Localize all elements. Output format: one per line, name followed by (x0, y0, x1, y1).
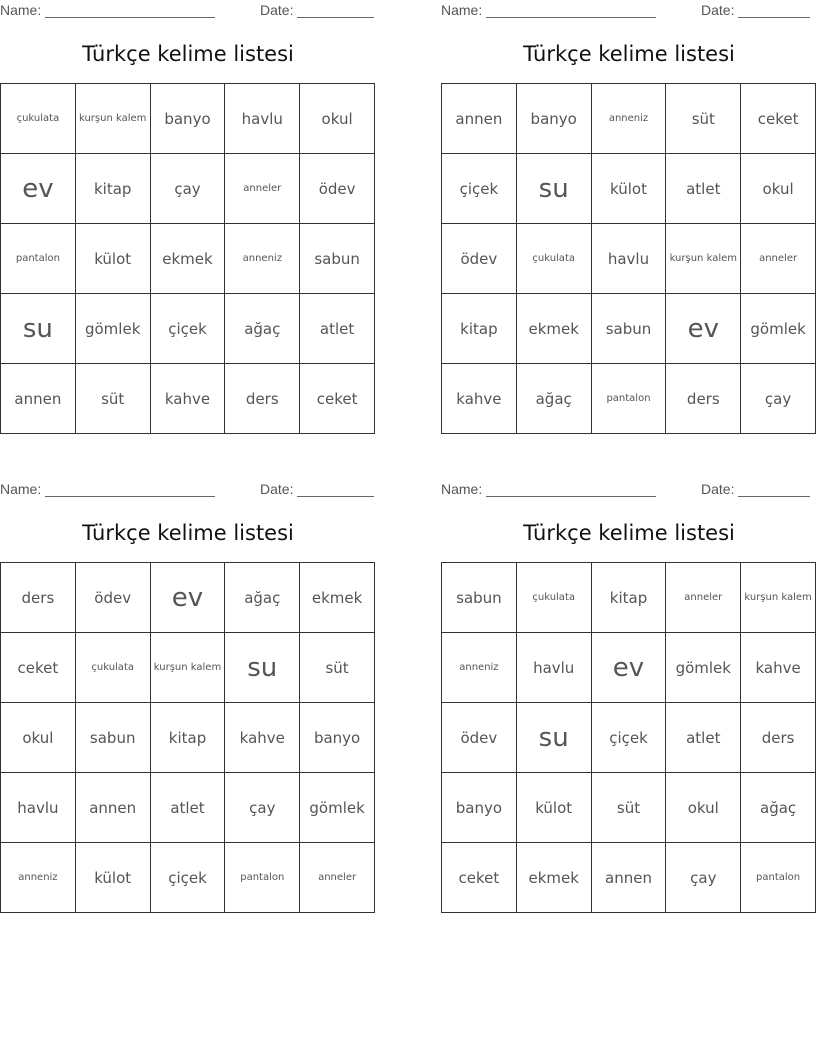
bingo-card-2 (441, 0, 816, 440)
grid-cell: sabun (442, 563, 517, 633)
name-blank-line (486, 4, 656, 18)
grid-cell: çukulata (76, 633, 151, 703)
grid-cell: ders (666, 364, 741, 434)
date-blank-line (297, 4, 374, 18)
grid-cell: çiçek (592, 703, 667, 773)
bingo-grid (0, 562, 375, 913)
card-header (0, 479, 376, 501)
name-label: Name: (441, 481, 483, 497)
grid-cell: anneniz (442, 633, 517, 703)
grid-cell: anneler (741, 224, 816, 294)
grid-cell: havlu (592, 224, 667, 294)
grid-cell: ekmek (517, 843, 592, 913)
grid-cell: ekmek (517, 294, 592, 364)
grid-cell: süt (592, 773, 667, 843)
grid-cell: çay (225, 773, 300, 843)
grid-cell: ekmek (151, 224, 226, 294)
date-label: Date: (260, 481, 294, 497)
grid-cell: kitap (442, 294, 517, 364)
grid-cell: pantalon (225, 843, 300, 913)
grid-cell: okul (1, 703, 76, 773)
grid-cell: çukulata (1, 84, 76, 154)
grid-cell: sabun (300, 224, 375, 294)
grid-cell: ceket (300, 364, 375, 434)
grid-cell: ağaç (225, 294, 300, 364)
grid-cell: su (1, 294, 76, 364)
grid-cell: kurşun kalem (666, 224, 741, 294)
name-field (0, 2, 215, 18)
grid-cell: havlu (1, 773, 76, 843)
grid-cell: ödev (442, 703, 517, 773)
name-label: Name: (441, 2, 483, 18)
name-blank-line (486, 483, 656, 497)
name-field (441, 2, 656, 18)
grid-cell: annen (1, 364, 76, 434)
card-header (441, 479, 816, 501)
grid-cell: ev (1, 154, 76, 224)
grid-cell: annen (76, 773, 151, 843)
grid-cell: banyo (151, 84, 226, 154)
date-blank-line (297, 483, 374, 497)
grid-cell: ev (592, 633, 667, 703)
card-title: Türkçe kelime listesi (82, 42, 294, 66)
grid-cell: atlet (666, 154, 741, 224)
grid-cell: külot (76, 224, 151, 294)
bingo-grid (441, 83, 816, 434)
grid-cell: annen (592, 843, 667, 913)
grid-cell: kurşun kalem (741, 563, 816, 633)
grid-cell: çay (741, 364, 816, 434)
card-title: Türkçe kelime listesi (82, 521, 294, 545)
grid-cell: atlet (666, 703, 741, 773)
bingo-card-4 (441, 479, 816, 919)
grid-cell: anneler (300, 843, 375, 913)
grid-cell: ders (225, 364, 300, 434)
card-header (441, 0, 816, 22)
grid-cell: banyo (517, 84, 592, 154)
date-label: Date: (260, 2, 294, 18)
name-field (441, 481, 656, 497)
grid-cell: havlu (517, 633, 592, 703)
date-blank-line (738, 483, 810, 497)
date-label: Date: (701, 2, 735, 18)
grid-cell: havlu (225, 84, 300, 154)
grid-cell: ev (666, 294, 741, 364)
grid-cell: kurşun kalem (76, 84, 151, 154)
grid-cell: ödev (76, 563, 151, 633)
grid-cell: çukulata (517, 224, 592, 294)
date-label: Date: (701, 481, 735, 497)
grid-cell: gömlek (666, 633, 741, 703)
grid-cell: ağaç (741, 773, 816, 843)
grid-cell: süt (666, 84, 741, 154)
name-blank-line (45, 483, 215, 497)
date-field (701, 481, 810, 497)
name-field (0, 481, 215, 497)
grid-cell: su (517, 703, 592, 773)
grid-cell: ceket (741, 84, 816, 154)
grid-cell: kitap (151, 703, 226, 773)
date-field (260, 481, 374, 497)
bingo-grid (441, 562, 816, 913)
grid-cell: ders (741, 703, 816, 773)
name-blank-line (45, 4, 215, 18)
grid-cell: kurşun kalem (151, 633, 226, 703)
grid-cell: kahve (442, 364, 517, 434)
grid-cell: külot (76, 843, 151, 913)
grid-cell: su (225, 633, 300, 703)
grid-cell: gömlek (741, 294, 816, 364)
grid-cell: atlet (151, 773, 226, 843)
bingo-grid (0, 83, 375, 434)
name-label: Name: (0, 481, 42, 497)
grid-cell: sabun (592, 294, 667, 364)
bingo-card-3 (0, 479, 376, 919)
grid-cell: ağaç (225, 563, 300, 633)
grid-cell: anneniz (1, 843, 76, 913)
grid-cell: kahve (741, 633, 816, 703)
card-header (0, 0, 376, 22)
grid-cell: anneler (225, 154, 300, 224)
bingo-card-1 (0, 0, 376, 440)
date-field (260, 2, 374, 18)
grid-cell: ceket (442, 843, 517, 913)
grid-cell: kahve (151, 364, 226, 434)
grid-cell: banyo (300, 703, 375, 773)
grid-cell: külot (592, 154, 667, 224)
date-blank-line (738, 4, 810, 18)
grid-cell: su (517, 154, 592, 224)
grid-cell: okul (300, 84, 375, 154)
grid-cell: ekmek (300, 563, 375, 633)
grid-cell: ödev (300, 154, 375, 224)
grid-cell: çiçek (151, 294, 226, 364)
grid-cell: sabun (76, 703, 151, 773)
grid-cell: çiçek (442, 154, 517, 224)
grid-cell: gömlek (300, 773, 375, 843)
grid-cell: kahve (225, 703, 300, 773)
name-label: Name: (0, 2, 42, 18)
grid-cell: anneler (666, 563, 741, 633)
grid-cell: süt (300, 633, 375, 703)
grid-cell: çukulata (517, 563, 592, 633)
date-field (701, 2, 810, 18)
grid-cell: annen (442, 84, 517, 154)
grid-cell: pantalon (592, 364, 667, 434)
grid-cell: çay (151, 154, 226, 224)
card-title: Türkçe kelime listesi (523, 521, 735, 545)
grid-cell: ceket (1, 633, 76, 703)
grid-cell: kitap (76, 154, 151, 224)
grid-cell: çay (666, 843, 741, 913)
card-title: Türkçe kelime listesi (523, 42, 735, 66)
grid-cell: ödev (442, 224, 517, 294)
grid-cell: pantalon (741, 843, 816, 913)
grid-cell: kitap (592, 563, 667, 633)
grid-cell: ev (151, 563, 226, 633)
grid-cell: atlet (300, 294, 375, 364)
grid-cell: anneniz (592, 84, 667, 154)
grid-cell: külot (517, 773, 592, 843)
grid-cell: gömlek (76, 294, 151, 364)
grid-cell: çiçek (151, 843, 226, 913)
grid-cell: anneniz (225, 224, 300, 294)
grid-cell: ağaç (517, 364, 592, 434)
grid-cell: süt (76, 364, 151, 434)
grid-cell: okul (666, 773, 741, 843)
grid-cell: okul (741, 154, 816, 224)
grid-cell: ders (1, 563, 76, 633)
grid-cell: pantalon (1, 224, 76, 294)
grid-cell: banyo (442, 773, 517, 843)
